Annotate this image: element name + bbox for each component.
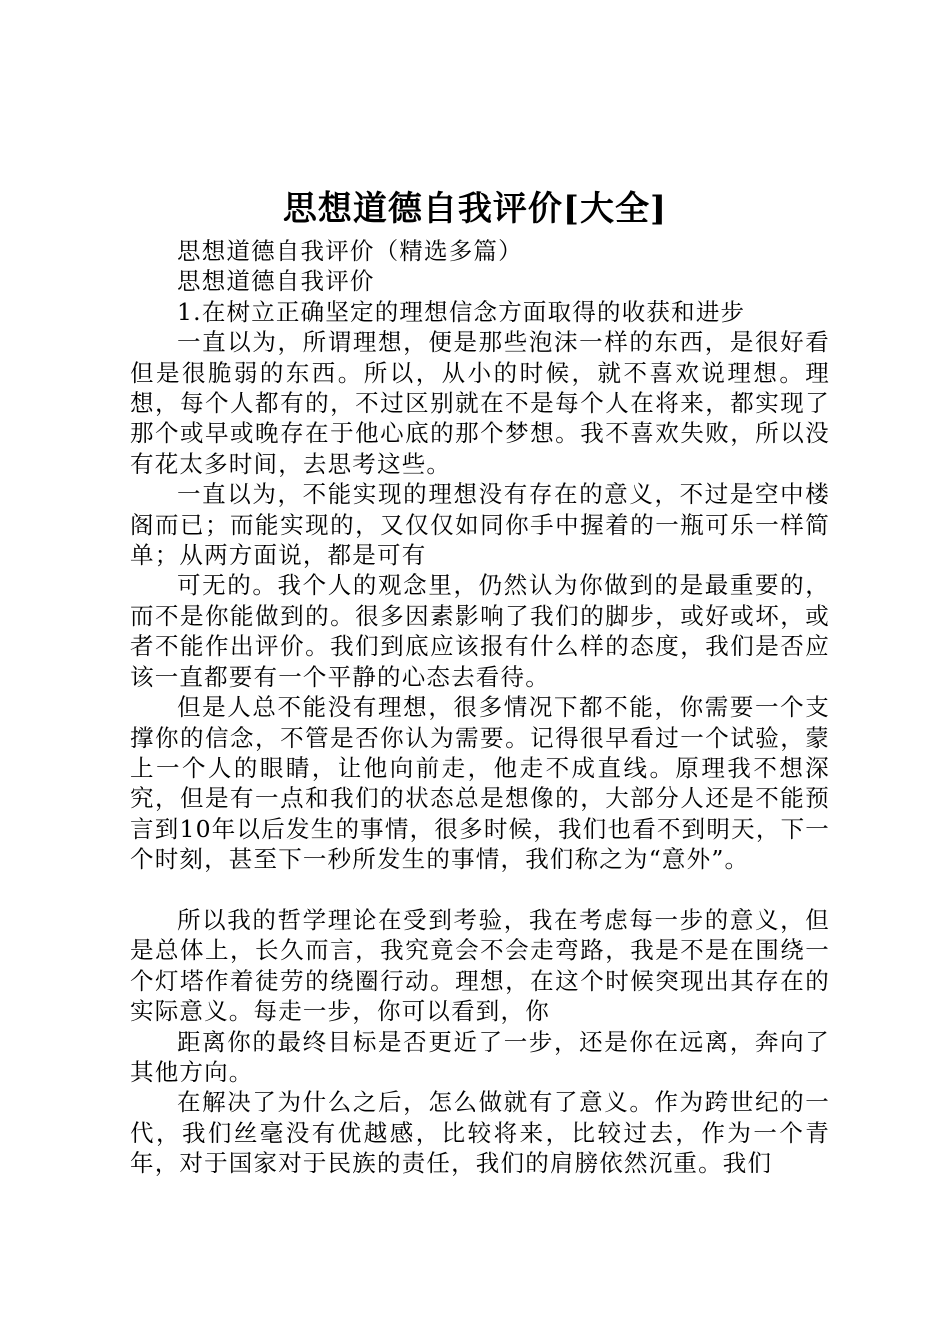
paragraph: 1.在树立正确坚定的理想信念方面取得的收获和进步 [177, 297, 746, 326]
paragraph: 距离你的最终目标是否更近了一步，还是你在远离，奔向了其他方向。 [130, 1027, 830, 1086]
paragraph: 一直以为，所谓理想，便是那些泡沫一样的东西，是很好看但是很脆弱的东西。所以，从小的时候，就不喜欢说理想。理想，每个人都有的，不过区别就在不是每个人在将来，都实现了那个或早或晚存在于他心底的那个梦想。我不喜欢失败，所以没有花太多时间，去思考这些。 [130, 328, 830, 478]
paragraph: 在解决了为什么之后，怎么做就有了意义。作为跨世纪的一代，我们丝毫没有优越感，比较将来，比较过去，作为一个青年，对于国家对于民族的责任，我们的肩膀依然沉重。我们 [130, 1088, 830, 1178]
paragraph: 可无的。我个人的观念里，仍然认为你做到的是最重要的，而不是你能做到的。很多因素影响了我们的脚步，或好或坏，或者不能作出评价。我们到底应该报有什么样的态度，我们是否应该一直都要有一个平静的心态去看待。 [130, 571, 830, 691]
paragraph: 一直以为，不能实现的理想没有存在的意义，不过是空中楼阁而已；而能实现的，又仅仅如同你手中握着的一瓶可乐一样简单；从两方面说，都是可有 [130, 480, 830, 570]
paragraph: 思想道德自我评价（精选多篇） [177, 237, 523, 265]
paragraph: 但是人总不能没有理想，很多情况下都不能，你需要一个支撑你的信念，不管是否你认为需要。记得很早看过一个试验，蒙上一个人的眼睛，让他向前走，他走不成直线。原理我不想深究，但是有一点和我们的状态总是想像的，大部分人还是不能预言到10年以后发生的事情，很多时候，我们也看不到明天，下一个时刻，甚至下一秒所发生的事情，我们称之为“意外”。 [130, 693, 830, 874]
document-title: 思想道德自我评价[大全] [282, 189, 668, 229]
paragraph: 思想道德自我评价 [177, 267, 375, 296]
document-body [130, 236, 830, 1179]
paragraph: 所以我的哲学理论在受到考验，我在考虑每一步的意义，但是总体上，长久而言，我究竟会不会走弯路，我是不是在围绕一个灯塔作着徒劳的绕圈行动。理想，在这个时候突现出其存在的实际意义。每走一步，你可以看到，你 [130, 905, 830, 1026]
blank-line [130, 875, 830, 905]
